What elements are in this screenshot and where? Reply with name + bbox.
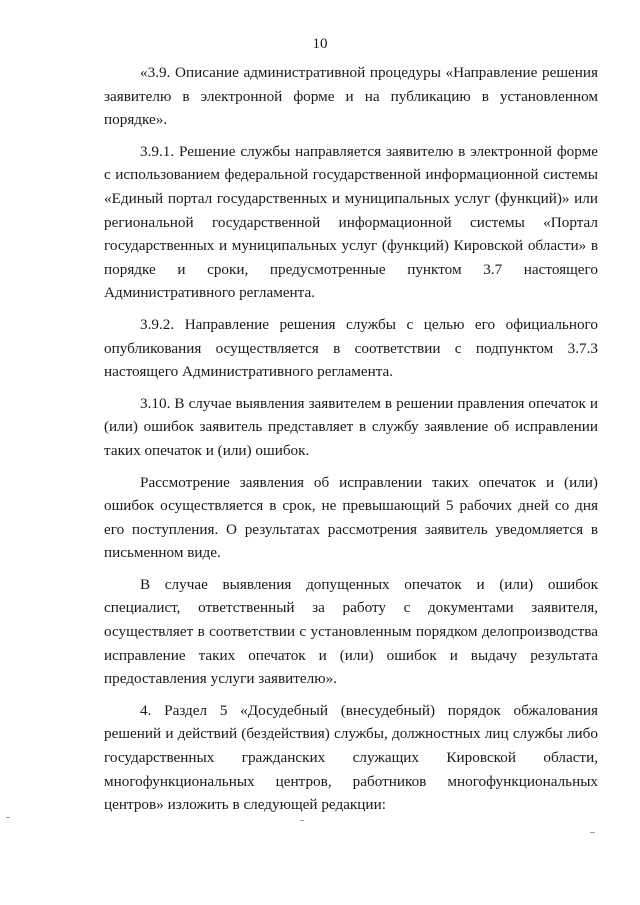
paragraph-section-5: 4. Раздел 5 «Досудебный (внесудебный) порядок обжалования решений и действий (бездействия) службы, должностных лиц службы либо государственных гражданских служащих Кировской области, многофункциональных центров, работников многофункциональных центров» изложить в следующей редакции:	[104, 701, 598, 814]
scan-speck-right	[590, 832, 595, 833]
paragraph-3-9-1: 3.9.1. Решение службы направляется заявителю в электронной форме с использованием федеральной государственной информационной системы «Единый портал государственных и муниципальных услуг (функций)» или региональной государственной информационной системы «Портал государственных и муниципальных услуг (функций) Кировской области» в порядке и сроки, предусмотренные пунктом 3.7 настоящего Административного регламента.	[104, 142, 598, 302]
paragraph-review-period: Рассмотрение заявления об исправлении таких опечаток и (или) ошибок осуществляется в срок, не превышающий 5 рабочих дней со дня его поступления. О результатах рассмотрения заявитель уведомляется в письменном виде.	[104, 473, 598, 562]
page-number: 10	[312, 36, 328, 52]
paragraph-corrections: В случае выявления допущенных опечаток и (или) ошибок специалист, ответственный за работу с документами заявителя, осуществляет в соответствии с установленным порядком делопроизводства исправление таких опечаток и (или) ошибок и выдачу результата предоставления услуги заявителю».	[104, 575, 598, 688]
paragraph-3-9: «3.9. Описание административной процедуры «Направление решения заявителю в электронной форме и на публикацию в установленном порядке».	[104, 64, 598, 129]
paragraph-3-9-2: 3.9.2. Направление решения службы с целью его официального опубликования осуществляется в соответствии с подпунктом 3.7.3 настоящего Административного регламента.	[104, 315, 598, 381]
scan-speck-left	[6, 817, 10, 818]
scan-speck-bottom	[300, 820, 304, 821]
document-body	[104, 61, 598, 825]
paragraph-3-10: 3.10. В случае выявления заявителем в решении правления опечаток и (или) ошибок заявитель представляет в службу заявление об исправлении таких опечаток и (или) ошибок.	[104, 394, 598, 459]
